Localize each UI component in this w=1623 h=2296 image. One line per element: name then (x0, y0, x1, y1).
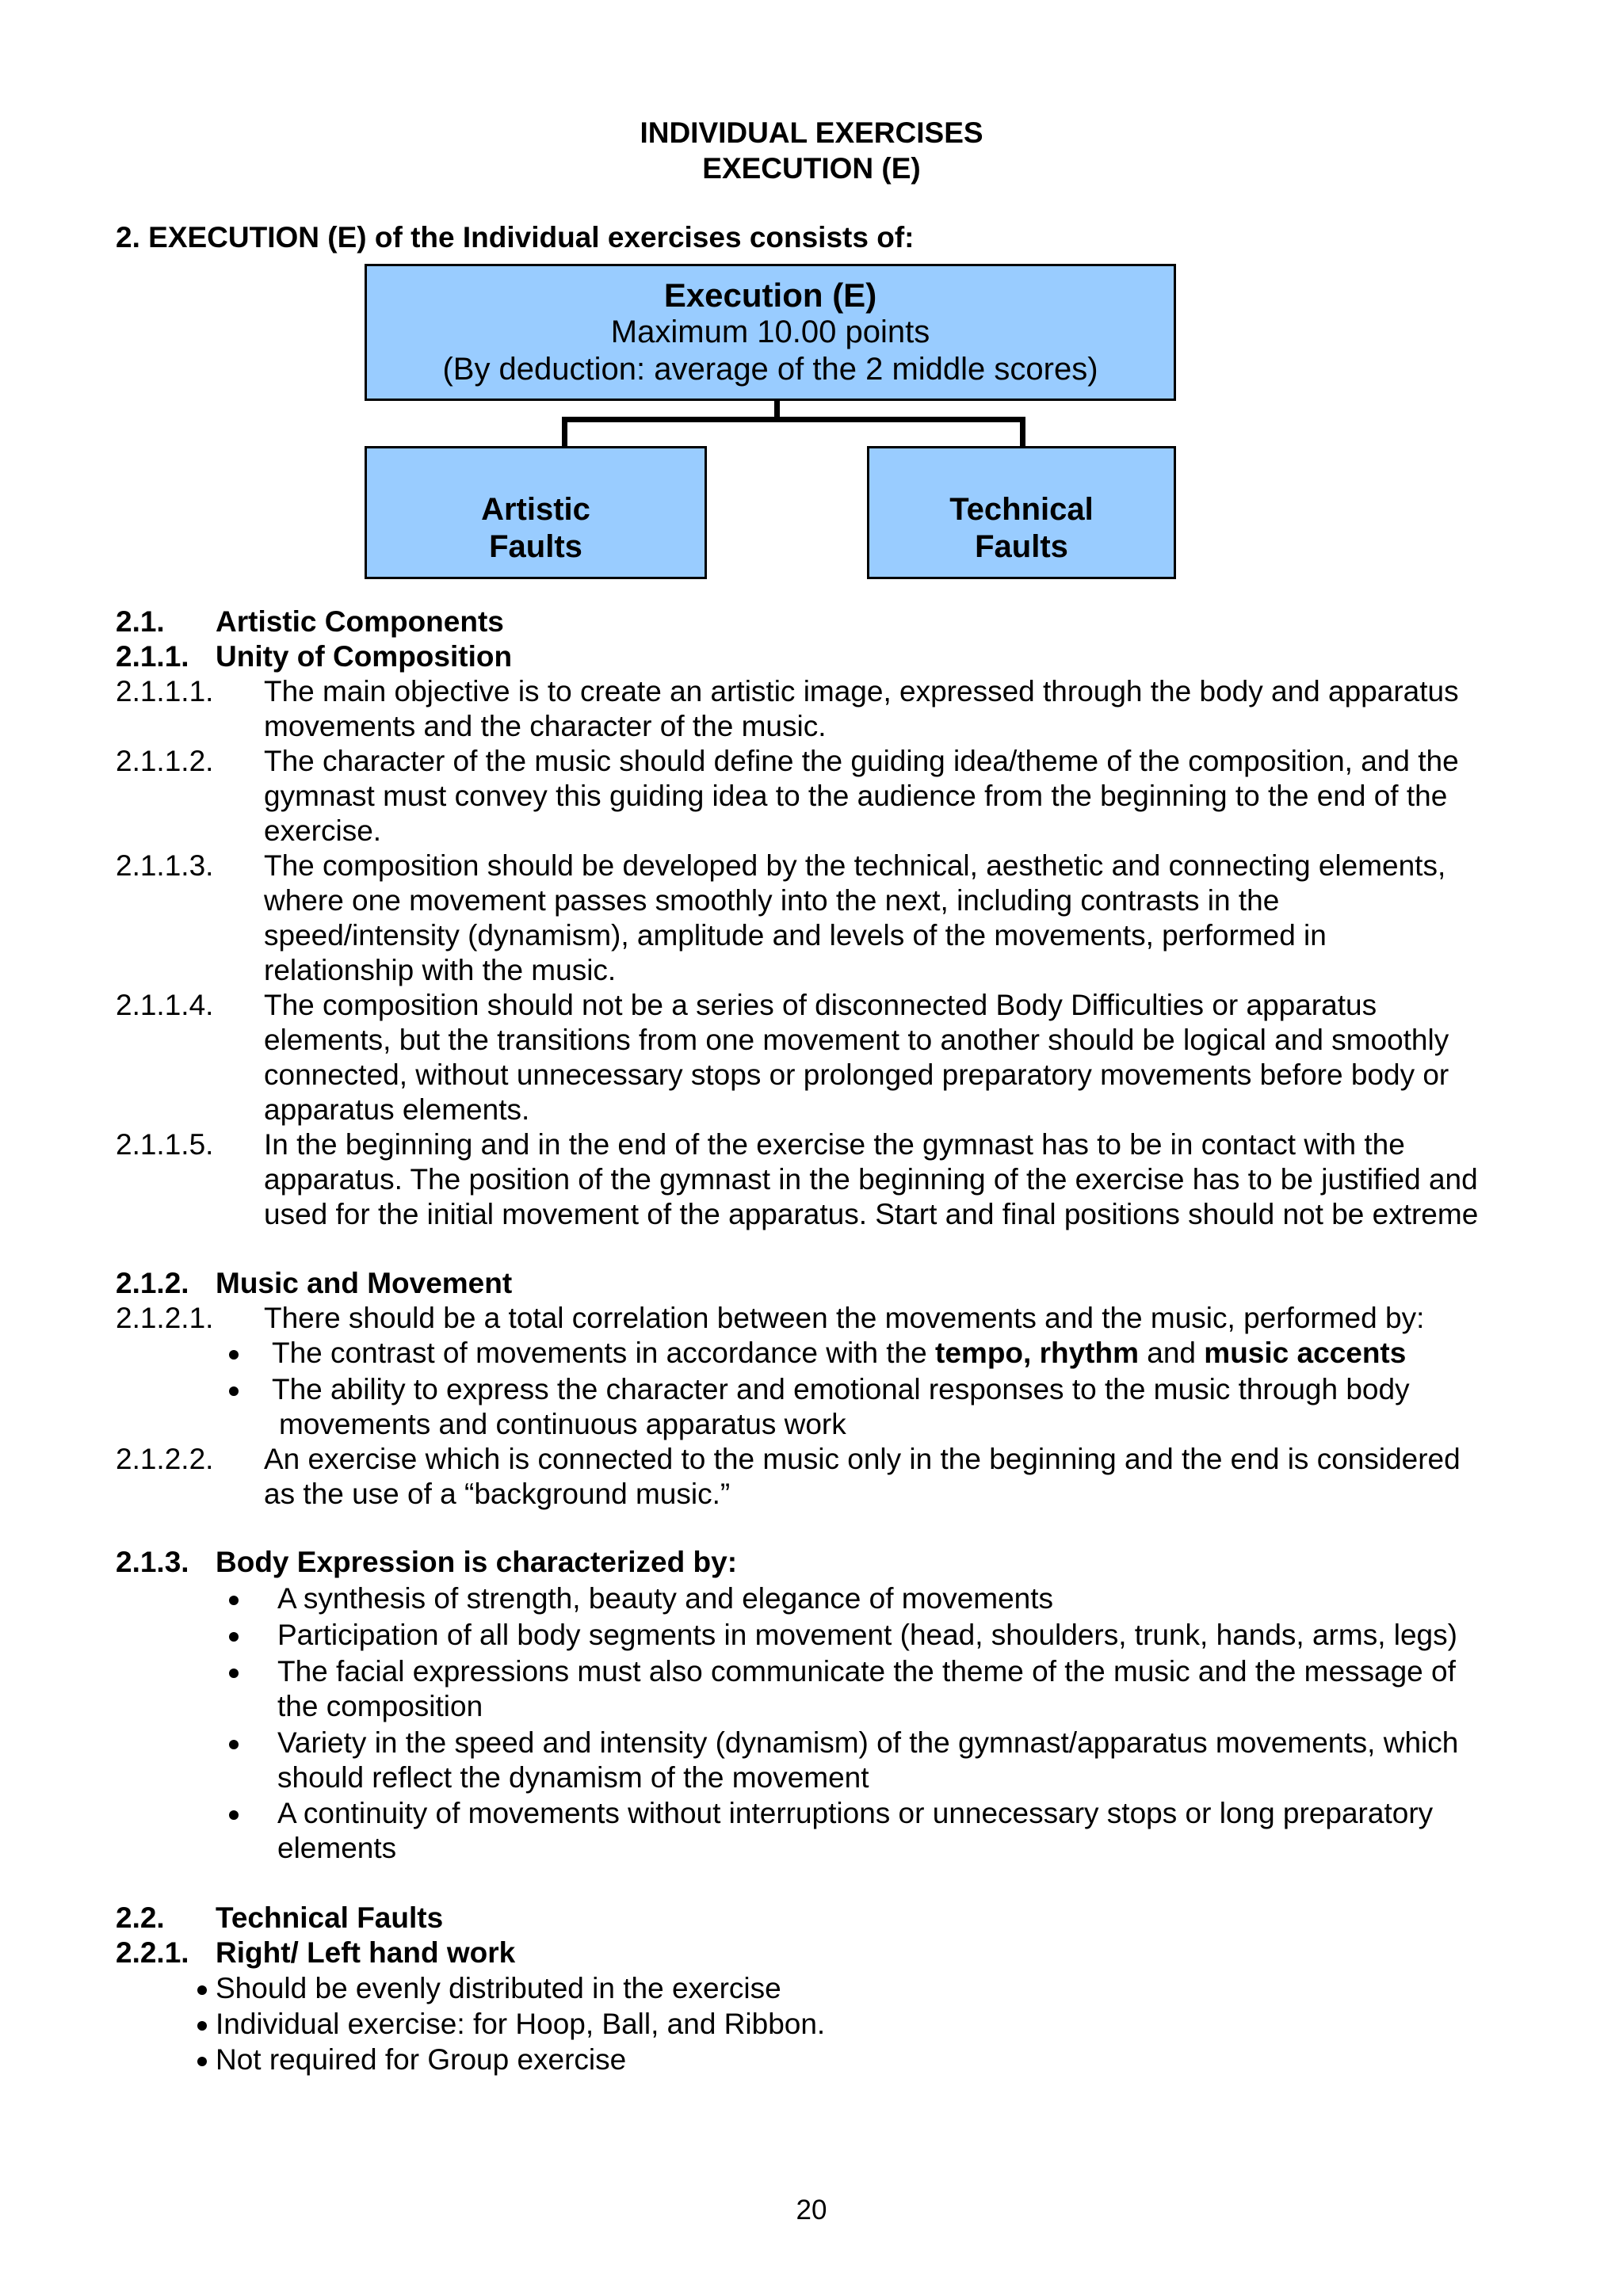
para-2-1-1-5-line: used for the initial movement of the apparatus. Start and final positions should not be extreme (264, 1198, 1479, 1230)
bullet-icon (229, 1350, 239, 1360)
artistic-faults-line2: Faults (489, 529, 582, 564)
para-2-1-1-5-number: 2.1.1.5. (116, 1128, 214, 1161)
artistic-faults-line1: Artistic (481, 492, 590, 527)
section-2-1-3-title: Body Expression is characterized by: (216, 1546, 738, 1578)
execution-box-max: Maximum 10.00 points (610, 315, 930, 349)
para-2-1-1-1-number: 2.1.1.1. (116, 675, 214, 707)
music-bullet-1-text: The contrast of movements in accordance with the (272, 1337, 936, 1369)
section-2-1-2-title: Music and Movement (216, 1267, 513, 1299)
bullet-icon (229, 1740, 239, 1749)
connector-horizontal (562, 417, 1025, 422)
para-2-1-1-3-line: where one movement passes smoothly into the next, including contrasts in the (264, 884, 1280, 917)
para-2-1-1-5-line: apparatus. The position of the gymnast in the beginning of the exercise has to be justified and (264, 1163, 1478, 1196)
bullet-icon (229, 1632, 239, 1642)
para-2-1-1-3-line: The composition should be developed by the technical, aesthetic and connecting elements, (264, 849, 1446, 882)
music-bullet-1 (272, 1336, 1406, 1371)
section-2-1-number: 2.1. (116, 605, 165, 638)
hand-work-item: Individual exercise: for Hoop, Ball, and Ribbon. (216, 2008, 826, 2040)
body-expression-item: A continuity of movements without interruptions or unnecessary stops or long preparatory (277, 1797, 1434, 1829)
bullet-icon (229, 1669, 239, 1678)
body-expression-item: The facial expressions must also communicate the theme of the music and the message of (277, 1655, 1456, 1688)
section-2-2-number: 2.2. (116, 1901, 165, 1934)
header-title-1: INDIVIDUAL EXERCISES (640, 116, 983, 149)
connector-left-drop (562, 417, 567, 448)
technical-faults-line2: Faults (975, 529, 1068, 564)
para-2-1-2-2-number: 2.1.2.2. (116, 1443, 214, 1475)
hand-work-item: Not required for Group exercise (216, 2043, 627, 2076)
bullet-icon (197, 2057, 207, 2066)
header-title-2: EXECUTION (E) (702, 152, 921, 185)
execution-box-title: Execution (E) (663, 277, 877, 314)
music-bullet-1-bold-tempo: tempo, rhythm (935, 1337, 1139, 1369)
para-2-1-1-2-number: 2.1.1.2. (116, 745, 214, 777)
music-bullet-1-and: and (1139, 1337, 1205, 1369)
bullet-icon (229, 1596, 239, 1605)
para-2-1-1-2-line: gymnast must convey this guiding idea to the audience from the beginning to the end of the (264, 780, 1448, 812)
para-2-1-1-3-number: 2.1.1.3. (116, 849, 214, 882)
execution-box-deduction: (By deduction: average of the 2 middle scores) (442, 352, 1098, 387)
para-2-1-1-4-line: apparatus elements. (264, 1093, 530, 1126)
section-2-2-title: Technical Faults (216, 1901, 444, 1934)
para-2-1-1-4-line: The composition should not be a series of disconnected Body Difficulties or apparatus (264, 989, 1377, 1021)
section-2-2-1-number: 2.2.1. (116, 1936, 189, 1969)
music-bullet-2-line: movements and continuous apparatus work (279, 1408, 846, 1440)
intro-heading: 2. EXECUTION (E) of the Individual exercises consists of: (116, 221, 915, 254)
bullet-icon (229, 1810, 239, 1820)
connector-right-drop (1020, 417, 1025, 448)
body-expression-item: the composition (277, 1690, 483, 1722)
para-2-1-1-1-line: movements and the character of the music. (264, 710, 827, 742)
bullet-icon (197, 1985, 207, 1995)
para-2-1-2-2-line: as the use of a “background music.” (264, 1478, 731, 1510)
para-2-1-2-1-line: There should be a total correlation between the movements and the music, performed by: (264, 1302, 1425, 1334)
para-2-1-1-1-line: The main objective is to create an artistic image, expressed through the body and apparatus (264, 675, 1459, 707)
body-expression-item: elements (277, 1832, 397, 1864)
para-2-1-1-5-line: In the beginning and in the end of the exercise the gymnast has to be in contact with the (264, 1128, 1405, 1161)
technical-faults-line1: Technical (949, 492, 1094, 527)
section-2-1-3-number: 2.1.3. (116, 1546, 189, 1578)
section-2-2-1-title: Right/ Left hand work (216, 1936, 516, 1969)
artistic-faults-box (365, 446, 707, 579)
body-expression-item: Variety in the speed and intensity (dynamism) of the gymnast/apparatus movements, which (277, 1726, 1459, 1759)
bullet-icon (197, 2021, 207, 2031)
execution-box (365, 264, 1176, 401)
para-2-1-1-4-number: 2.1.1.4. (116, 989, 214, 1021)
para-2-1-1-3-line: speed/intensity (dynamism), amplitude and levels of the movements, performed in (264, 919, 1327, 952)
section-2-1-title: Artistic Components (216, 605, 504, 638)
para-2-1-1-4-line: connected, without unnecessary stops or prolonged preparatory movements before body or (264, 1058, 1449, 1091)
para-2-1-1-3-line: relationship with the music. (264, 954, 617, 986)
para-2-1-1-2-line: The character of the music should define the guiding idea/theme of the composition, and the (264, 745, 1459, 777)
bullet-icon (229, 1386, 239, 1396)
body-expression-item: Participation of all body segments in movement (head, shoulders, trunk, hands, arms, legs) (277, 1619, 1457, 1651)
body-expression-item: A synthesis of strength, beauty and elegance of movements (277, 1582, 1054, 1615)
section-2-1-2-number: 2.1.2. (116, 1267, 189, 1299)
music-bullet-1-bold-accents: music accents (1204, 1337, 1407, 1369)
para-2-1-1-2-line: exercise. (264, 814, 382, 847)
technical-faults-box (867, 446, 1176, 579)
para-2-1-2-1-number: 2.1.2.1. (116, 1302, 214, 1334)
section-2-1-1-number: 2.1.1. (116, 640, 189, 673)
para-2-1-1-4-line: elements, but the transitions from one movement to another should be logical and smoothly (264, 1024, 1449, 1056)
para-2-1-2-2-line: An exercise which is connected to the music only in the beginning and the end is considered (264, 1443, 1461, 1475)
hand-work-item: Should be evenly distributed in the exercise (216, 1972, 781, 2004)
body-expression-item: should reflect the dynamism of the movement (277, 1761, 869, 1794)
music-bullet-2-line: The ability to express the character and emotional responses to the music through body (272, 1373, 1410, 1405)
section-2-1-1-title: Unity of Composition (216, 640, 513, 673)
page-number: 20 (796, 2195, 827, 2225)
